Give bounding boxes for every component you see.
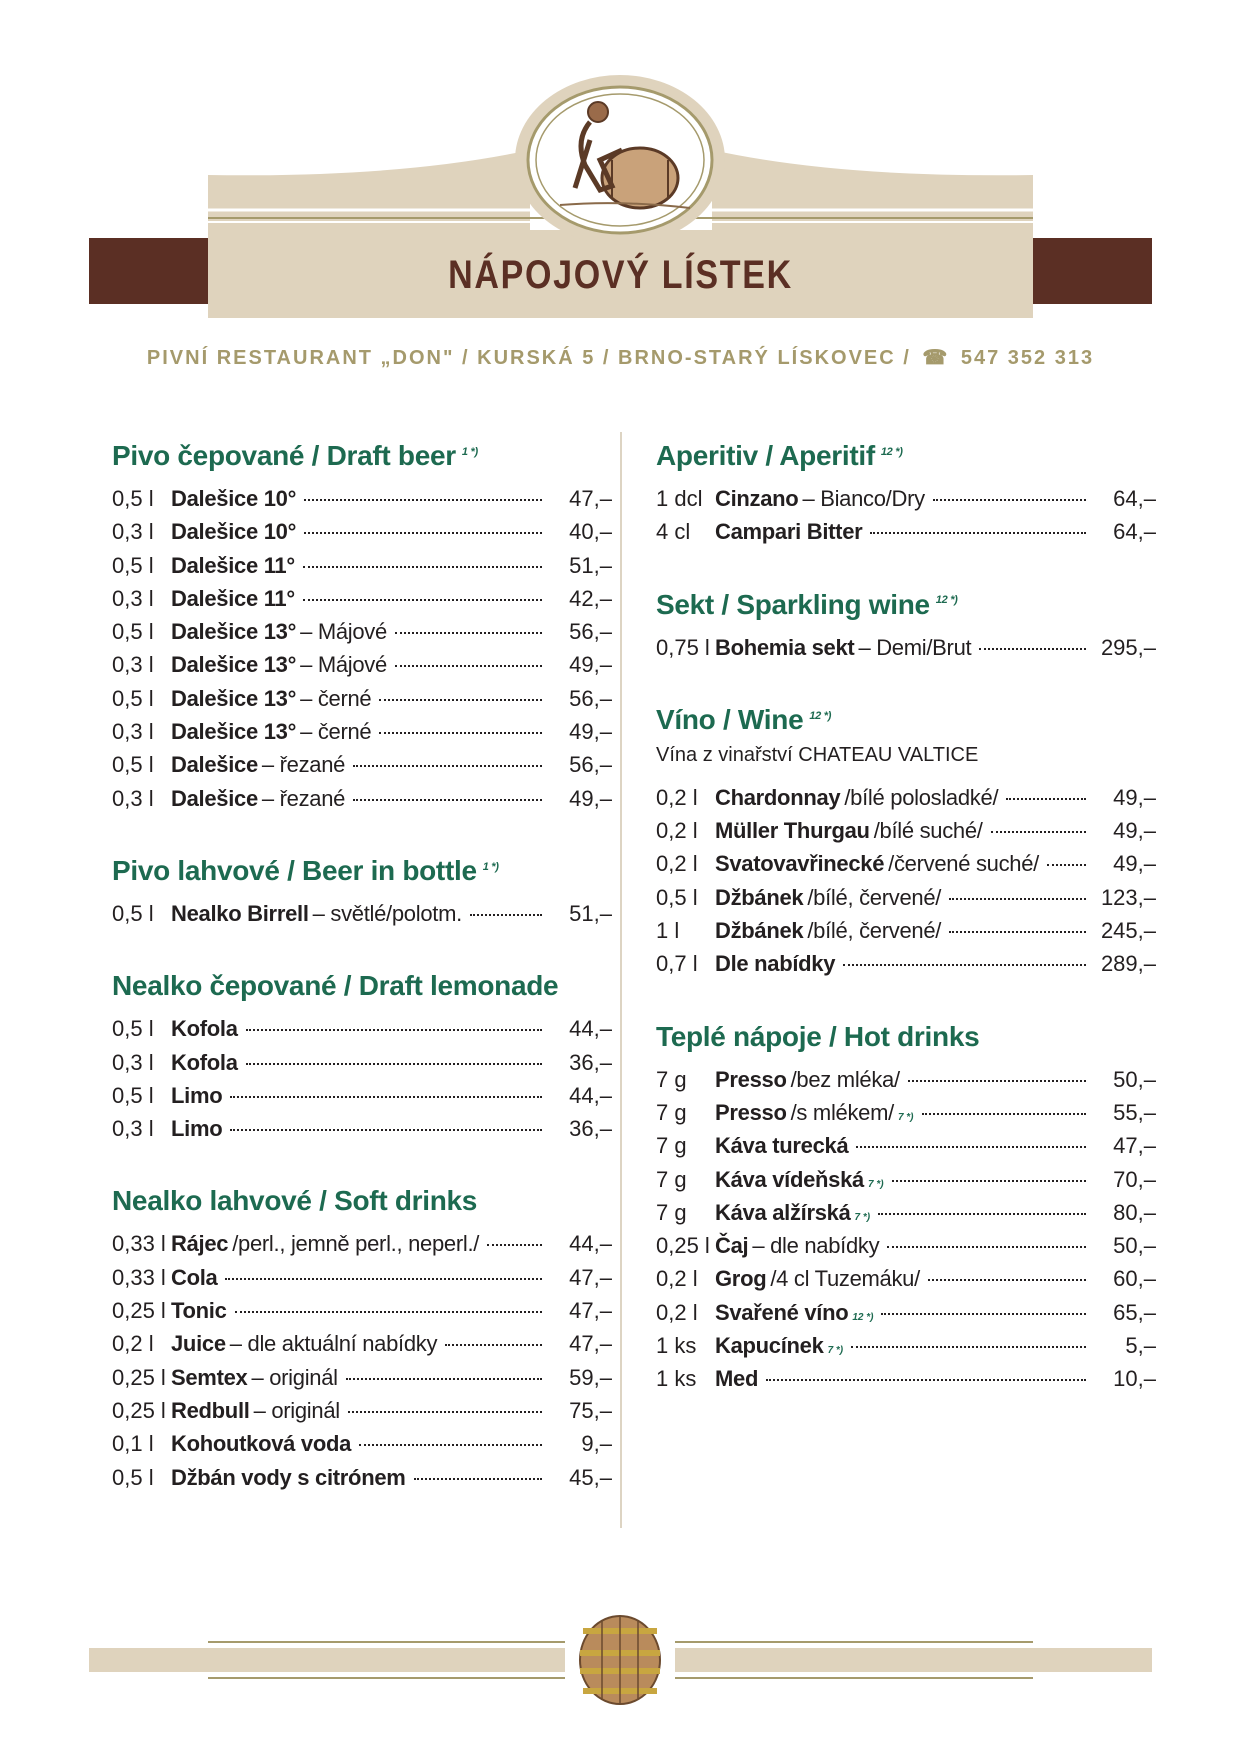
menu-item <box>112 619 612 652</box>
item-name: Čaj <box>715 1233 749 1259</box>
dot-leader <box>908 1080 1086 1082</box>
dot-leader <box>235 1311 542 1313</box>
item-price: 295,– <box>1100 634 1156 660</box>
item-quantity: 4 cl <box>656 519 691 545</box>
item-name: Džbánek <box>715 918 804 944</box>
item-quantity: 0,3 l <box>112 652 154 678</box>
menu-section <box>656 1021 1156 1400</box>
item-price: 9,– <box>581 1431 612 1457</box>
item-name: Limo <box>171 1082 223 1108</box>
section-title-text: Sekt / Sparkling wine <box>656 588 930 620</box>
menu-section <box>656 589 1156 668</box>
item-price: 123,– <box>1100 884 1156 910</box>
item-description: /s mlékem/ <box>790 1099 894 1125</box>
item-name: Kohoutková voda <box>171 1431 352 1457</box>
menu-item <box>112 1398 612 1431</box>
item-quantity: 7 g <box>656 1133 687 1159</box>
menu-item <box>112 1331 612 1364</box>
dot-leader <box>346 1378 542 1380</box>
dot-leader <box>892 1180 1086 1182</box>
item-name: Džbán vody s citrónem <box>171 1464 406 1490</box>
dot-leader <box>1047 864 1086 866</box>
item-description: – Bianco/Dry <box>802 486 925 511</box>
item-description: – dle nabídky <box>752 1233 880 1259</box>
item-price: 65,– <box>1113 1299 1156 1325</box>
item-quantity: 0,33 l <box>112 1264 166 1290</box>
dot-leader <box>928 1279 1086 1281</box>
item-price: 80,– <box>1113 1199 1156 1225</box>
restaurant-address: PIVNÍ RESTAURANT „DON" / KURSKÁ 5 / BRNO-STARÝ LÍSKOVEC / <box>146 347 911 369</box>
item-description: /červené suché/ <box>888 851 1039 877</box>
item-description: /bílé, červené/ <box>807 884 942 910</box>
item-price: 47,– <box>569 1264 612 1290</box>
item-price: 64,– <box>1113 486 1156 511</box>
item-quantity: 0,5 l <box>112 752 154 778</box>
item-name: Dalešice 13° <box>171 652 297 678</box>
dot-leader <box>353 799 542 801</box>
phone-number: 547 352 313 <box>960 347 1095 369</box>
item-price: 49,– <box>1113 784 1156 810</box>
item-name: Dalešice 13° <box>171 685 297 711</box>
item-price: 47,– <box>1113 1133 1156 1159</box>
item-description: – Májové <box>300 652 387 678</box>
section-title <box>656 440 1156 472</box>
item-price: 56,– <box>569 685 612 711</box>
menu-item <box>656 818 1156 851</box>
item-name: Svatovavřinecké <box>715 851 885 877</box>
dot-leader <box>881 1313 1086 1315</box>
item-name: Dalešice 13° <box>171 719 297 745</box>
dot-leader <box>933 499 1086 501</box>
item-price: 70,– <box>1113 1166 1156 1192</box>
dot-leader <box>766 1379 1086 1381</box>
dot-leader <box>395 632 542 634</box>
allergen-note: 7 *) <box>867 1178 884 1190</box>
item-quantity: 0,25 l <box>112 1397 166 1423</box>
item-name: Chardonnay <box>715 784 841 810</box>
item-name: Juice <box>171 1331 226 1357</box>
dot-leader <box>230 1129 542 1131</box>
item-name: Dalešice 10° <box>171 519 297 545</box>
dot-leader <box>949 898 1086 900</box>
dot-leader <box>1006 798 1086 800</box>
item-price: 47,– <box>569 1298 612 1324</box>
menu-item <box>656 918 1156 951</box>
item-quantity: 0,5 l <box>656 884 698 910</box>
menu-item <box>112 1265 612 1298</box>
item-price: 60,– <box>1113 1266 1156 1292</box>
page-title: NÁPOJOVÝ LÍSTEK <box>448 253 793 297</box>
section-title <box>112 440 612 472</box>
item-price: 50,– <box>1113 1066 1156 1092</box>
allergen-note: 12 *) <box>852 1311 874 1323</box>
menu-item <box>112 1016 612 1049</box>
menu-item <box>656 1167 1156 1200</box>
item-name: Dalešice 13° <box>171 619 297 645</box>
item-description: – Demi/Brut <box>858 634 972 660</box>
item-name: Campari Bitter <box>715 519 863 545</box>
item-name: Dalešice <box>171 752 258 778</box>
dot-leader <box>949 931 1086 933</box>
item-quantity: 0,3 l <box>112 585 154 611</box>
menu-item <box>656 1333 1156 1366</box>
menu-section <box>656 704 1156 985</box>
dot-leader <box>445 1344 542 1346</box>
item-description: – černé <box>300 685 372 711</box>
dot-leader <box>359 1444 542 1446</box>
item-name: Redbull <box>171 1397 250 1423</box>
dot-leader <box>851 1346 1086 1348</box>
menu-section <box>112 855 612 934</box>
allergen-note: 12 *) <box>935 594 958 607</box>
item-price: 51,– <box>569 552 612 578</box>
item-name: Limo <box>171 1116 223 1142</box>
item-quantity: 0,5 l <box>112 900 154 926</box>
column-divider <box>620 432 622 1528</box>
dot-leader <box>843 964 1086 966</box>
dot-leader <box>348 1411 542 1413</box>
item-price: 47,– <box>569 486 612 511</box>
item-price: 59,– <box>569 1364 612 1390</box>
item-price: 49,– <box>569 785 612 811</box>
section-title-text: Pivo lahvové / Beer in bottle <box>112 854 477 886</box>
dot-leader <box>414 1478 542 1480</box>
menu-item <box>112 752 612 785</box>
restaurant-info <box>0 345 1241 370</box>
item-quantity: 7 g <box>656 1099 687 1125</box>
allergen-note: 1 *) <box>461 445 478 458</box>
allergen-note: 12 *) <box>809 709 832 722</box>
section-title <box>656 1021 1156 1053</box>
dot-leader <box>870 532 1086 534</box>
barrel-icon <box>580 1616 660 1704</box>
dot-leader <box>887 1246 1086 1248</box>
item-quantity: 0,25 l <box>112 1298 166 1324</box>
menu-item <box>656 486 1156 519</box>
item-description: /bez mléka/ <box>790 1066 900 1092</box>
section-title-text: Teplé nápoje / Hot drinks <box>656 1020 980 1052</box>
menu-item <box>656 1366 1156 1399</box>
item-quantity: 1 dcl <box>656 486 703 511</box>
item-price: 44,– <box>569 1231 612 1257</box>
dot-leader <box>379 732 542 734</box>
item-quantity: 0,5 l <box>112 1016 154 1042</box>
dot-leader <box>230 1096 542 1098</box>
item-quantity: 0,2 l <box>656 784 698 810</box>
dot-leader <box>303 599 542 601</box>
item-price: 44,– <box>569 1016 612 1042</box>
item-quantity: 0,2 l <box>112 1331 154 1357</box>
menu-item <box>112 719 612 752</box>
item-price: 51,– <box>569 900 612 926</box>
item-description: /bílé polosladké/ <box>844 784 999 810</box>
item-quantity: 0,5 l <box>112 619 154 645</box>
item-name: Kofola <box>171 1049 238 1075</box>
item-price: 64,– <box>1113 519 1156 545</box>
section-title <box>112 855 612 887</box>
item-name: Kapucínek <box>715 1333 824 1359</box>
menu-item <box>112 652 612 685</box>
menu-item <box>112 519 612 552</box>
menu-item <box>656 1100 1156 1133</box>
item-price: 10,– <box>1113 1366 1156 1392</box>
item-quantity: 7 g <box>656 1199 687 1225</box>
item-name: Cola <box>171 1264 218 1290</box>
dot-leader <box>304 532 542 534</box>
item-name: Semtex <box>171 1364 248 1390</box>
item-name: Müller Thurgau <box>715 818 870 844</box>
section-title-text: Víno / Wine <box>656 703 804 735</box>
item-name: Dalešice 10° <box>171 486 297 511</box>
item-price: 49,– <box>1113 851 1156 877</box>
item-price: 245,– <box>1100 918 1156 944</box>
dot-leader <box>303 566 542 568</box>
menu-item <box>112 553 612 586</box>
item-quantity: 1 l <box>656 918 680 944</box>
menu-item <box>112 686 612 719</box>
menu-item <box>112 586 612 619</box>
menu-item <box>112 786 612 819</box>
item-price: 50,– <box>1113 1233 1156 1259</box>
item-quantity: 7 g <box>656 1166 687 1192</box>
item-quantity: 0,25 l <box>656 1233 710 1259</box>
item-quantity: 0,3 l <box>112 1116 154 1142</box>
item-quantity: 0,3 l <box>112 719 154 745</box>
section-title-text: Nealko čepované / Draft lemonade <box>112 970 559 1002</box>
item-quantity: 7 g <box>656 1066 687 1092</box>
item-name: Džbánek <box>715 884 804 910</box>
item-price: 47,– <box>569 1331 612 1357</box>
menu-item <box>112 1431 612 1464</box>
item-quantity: 0,3 l <box>112 1049 154 1075</box>
menu-item <box>656 1266 1156 1299</box>
menu-item <box>656 1133 1156 1166</box>
menu-item <box>656 1067 1156 1100</box>
item-description: – Májové <box>300 619 387 645</box>
menu-section <box>112 970 612 1149</box>
allergen-note: 7 *) <box>827 1345 844 1357</box>
item-description: /bílé suché/ <box>873 818 983 844</box>
menu-item <box>656 1200 1156 1233</box>
item-name: Nealko Birrell <box>171 900 309 926</box>
item-name: Kofola <box>171 1016 238 1042</box>
item-name: Tonic <box>171 1298 227 1324</box>
item-price: 40,– <box>569 519 612 545</box>
item-quantity: 0,3 l <box>112 519 154 545</box>
menu-section <box>112 440 612 819</box>
item-name: Dle nabídky <box>715 951 836 977</box>
item-name: Presso <box>715 1099 787 1125</box>
right-column <box>656 440 1156 1436</box>
item-price: 49,– <box>1113 818 1156 844</box>
allergen-note: 7 *) <box>854 1211 871 1223</box>
item-quantity: 1 ks <box>656 1366 697 1392</box>
item-name: Dalešice 11° <box>171 552 295 578</box>
item-quantity: 0,5 l <box>112 1082 154 1108</box>
menu-section <box>112 1185 612 1497</box>
menu-item <box>112 1231 612 1264</box>
menu-item <box>656 851 1156 884</box>
menu-item <box>112 901 612 934</box>
item-description: /perl., jemně perl., neperl./ <box>232 1231 480 1257</box>
section-title <box>112 970 612 1002</box>
menu-item <box>112 1083 612 1116</box>
dot-leader <box>225 1278 542 1280</box>
item-quantity: 0,25 l <box>112 1364 166 1390</box>
item-quantity: 0,75 l <box>656 634 710 660</box>
dot-leader <box>353 765 542 767</box>
item-price: 49,– <box>569 719 612 745</box>
item-name: Rájec <box>171 1231 229 1257</box>
menu-item <box>656 785 1156 818</box>
item-quantity: 0,33 l <box>112 1231 166 1257</box>
item-description: – řezané <box>261 752 346 778</box>
item-quantity: 0,2 l <box>656 851 698 877</box>
menu-item <box>656 1300 1156 1333</box>
dot-leader <box>991 831 1086 833</box>
item-price: 44,– <box>569 1082 612 1108</box>
dot-leader <box>856 1146 1086 1148</box>
item-name: Káva turecká <box>715 1133 849 1159</box>
item-price: 45,– <box>569 1464 612 1490</box>
item-quantity: 0,2 l <box>656 1266 698 1292</box>
item-description: – dle aktuální nabídky <box>229 1331 438 1357</box>
item-quantity: 0,5 l <box>112 552 154 578</box>
left-column <box>112 440 612 1534</box>
item-quantity: 0,5 l <box>112 685 154 711</box>
item-name: Cinzano <box>715 486 799 511</box>
item-quantity: 1 ks <box>656 1333 697 1359</box>
item-name: Svařené víno <box>715 1299 849 1325</box>
item-price: 56,– <box>569 752 612 778</box>
allergen-note: 1 *) <box>482 860 499 873</box>
section-title <box>656 589 1156 621</box>
menu-item <box>112 486 612 519</box>
dot-leader <box>246 1029 542 1031</box>
menu-item <box>112 1365 612 1398</box>
item-name: Káva alžírská <box>715 1199 851 1225</box>
item-price: 36,– <box>569 1049 612 1075</box>
menu-item <box>656 1233 1156 1266</box>
menu-item <box>112 1116 612 1149</box>
menu-item <box>112 1050 612 1083</box>
item-name: Med <box>715 1366 759 1392</box>
section-title-text: Pivo čepované / Draft beer <box>112 440 456 471</box>
dot-leader <box>304 499 542 501</box>
item-name: Dalešice <box>171 785 258 811</box>
item-price: 56,– <box>569 619 612 645</box>
menu-section <box>656 440 1156 553</box>
dot-leader <box>487 1244 542 1246</box>
item-quantity: 0,7 l <box>656 951 698 977</box>
dot-leader <box>878 1213 1086 1215</box>
item-price: 75,– <box>569 1397 612 1423</box>
menu-item <box>112 1298 612 1331</box>
allergen-note: 12 *) <box>880 445 903 458</box>
item-price: 42,– <box>569 585 612 611</box>
menu-item <box>656 519 1156 552</box>
item-name: Presso <box>715 1066 787 1092</box>
item-quantity: 0,2 l <box>656 818 698 844</box>
dot-leader <box>395 665 542 667</box>
item-name: Bohemia sekt <box>715 634 855 660</box>
item-quantity: 0,3 l <box>112 785 154 811</box>
item-quantity: 0,5 l <box>112 486 154 511</box>
item-description: – světlé/polotm. <box>312 900 462 926</box>
dot-leader <box>979 648 1086 650</box>
item-name: Káva vídeňská <box>715 1166 864 1192</box>
item-description: – řezané <box>261 785 346 811</box>
phone-icon: ☎ <box>922 347 950 369</box>
item-description: – originál <box>253 1397 340 1423</box>
item-price: 55,– <box>1113 1099 1156 1125</box>
menu-item <box>656 951 1156 984</box>
item-description: /bílé, červené/ <box>807 918 942 944</box>
item-description: /4 cl Tuzemáku/ <box>770 1266 920 1292</box>
item-quantity: 0,1 l <box>112 1431 154 1457</box>
dot-leader <box>470 914 542 916</box>
item-price: 36,– <box>569 1116 612 1142</box>
menu-item <box>656 885 1156 918</box>
item-name: Grog <box>715 1266 767 1292</box>
menu-item <box>656 635 1156 668</box>
item-quantity: 0,2 l <box>656 1299 698 1325</box>
item-description: – originál <box>251 1364 338 1390</box>
allergen-note: 7 *) <box>897 1111 914 1123</box>
section-title-text: Nealko lahvové / Soft drinks <box>112 1185 478 1217</box>
dot-leader <box>922 1113 1086 1115</box>
menu-item <box>112 1465 612 1498</box>
dot-leader <box>246 1063 542 1065</box>
item-price: 5,– <box>1125 1333 1156 1359</box>
item-price: 49,– <box>569 652 612 678</box>
section-subtitle: Vína z vinařství CHATEAU VALTICE <box>656 743 979 766</box>
section-title-text: Aperitiv / Aperitif <box>656 440 875 471</box>
item-quantity: 0,5 l <box>112 1464 154 1490</box>
dot-leader <box>379 699 542 701</box>
footer-banner <box>0 1600 1241 1710</box>
item-price: 289,– <box>1100 951 1156 977</box>
section-title <box>112 1185 612 1217</box>
item-description: – černé <box>300 719 372 745</box>
section-title <box>656 704 1156 736</box>
item-name: Dalešice 11° <box>171 585 295 611</box>
